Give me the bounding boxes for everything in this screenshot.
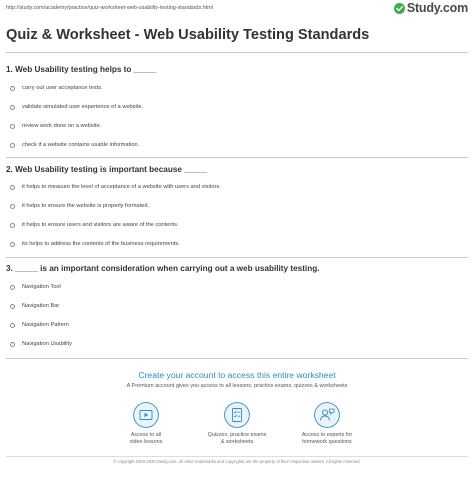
feature-experts bbox=[282, 402, 372, 446]
question-3-option-1[interactable] bbox=[6, 282, 61, 292]
question-2-option-3[interactable] bbox=[6, 220, 179, 230]
option-label: its helps to address the contents of the business requirements. bbox=[22, 241, 180, 247]
option-label: carry out user acceptance tests. bbox=[22, 85, 103, 91]
question-3 bbox=[6, 263, 468, 353]
feature-label: Access to experts for homework questions bbox=[301, 432, 353, 445]
question-3-option-2[interactable] bbox=[6, 301, 59, 311]
feature-label: Quizzes, practice exams & worksheets bbox=[207, 432, 267, 445]
question-1-option-2[interactable] bbox=[6, 102, 143, 112]
option-label: review work done on a website. bbox=[22, 123, 102, 129]
option-label: Navigation Tool bbox=[22, 284, 61, 290]
question-1-option-1[interactable] bbox=[6, 83, 103, 93]
feature-quizzes-worksheets bbox=[192, 402, 282, 446]
question-3-text: 3. _____ is an important consideration when carrying out a web usability testing. bbox=[6, 264, 320, 273]
radio-button[interactable] bbox=[10, 105, 15, 110]
option-label: Navigation Usability bbox=[22, 341, 72, 347]
radio-button[interactable] bbox=[10, 204, 15, 209]
question-2-option-2[interactable] bbox=[6, 201, 149, 211]
premium-features bbox=[0, 402, 474, 462]
radio-button[interactable] bbox=[10, 285, 15, 290]
divider bbox=[6, 52, 468, 53]
feature-video-lessons bbox=[101, 402, 191, 446]
page-url: http://study.com/academy/practice/quiz-worksheet-web-usability-testing-standards.html bbox=[6, 5, 213, 11]
expert-chat-icon bbox=[314, 402, 340, 428]
question-1 bbox=[6, 64, 468, 154]
radio-button[interactable] bbox=[10, 124, 15, 129]
radio-button[interactable] bbox=[10, 223, 15, 228]
divider bbox=[6, 456, 468, 457]
option-label: it helps to ensure users and visitors are aware of the contents. bbox=[22, 222, 179, 228]
video-play-icon bbox=[133, 402, 159, 428]
study-logo-text: Study.com bbox=[406, 1, 468, 15]
option-label: Navigation Pattern bbox=[22, 322, 69, 328]
premium-cta bbox=[0, 370, 474, 389]
radio-button[interactable] bbox=[10, 242, 15, 247]
radio-button[interactable] bbox=[10, 342, 15, 347]
option-label: it helps to measure the level of acceptance of a website with users and visitors. bbox=[22, 184, 221, 190]
cta-subtitle: A Premium account gives you access to all lessons, practice exams, quizzes & worksheets bbox=[126, 383, 348, 389]
option-label: Navigation Bar bbox=[22, 303, 60, 309]
question-1-option-4[interactable] bbox=[6, 140, 139, 150]
study-logo[interactable] bbox=[394, 1, 468, 15]
study-logo-icon bbox=[394, 3, 405, 14]
option-label: check if a website contains usable information. bbox=[22, 142, 140, 148]
question-2 bbox=[6, 164, 468, 254]
option-label: it helps to ensure the website is properly formated. bbox=[22, 203, 150, 209]
create-account-link[interactable]: Create your account to access this entire worksheet bbox=[138, 370, 336, 380]
question-3-option-4[interactable] bbox=[6, 339, 72, 349]
page-title: Quiz & Worksheet - Web Usability Testing Standards bbox=[6, 27, 370, 43]
copyright-footer: © copyright 2003-2020 Study.com. All other trademarks and copyrights are the property of their respective owners. All rights reserved. bbox=[113, 459, 361, 464]
radio-button[interactable] bbox=[10, 323, 15, 328]
radio-button[interactable] bbox=[10, 86, 15, 91]
question-3-option-3[interactable] bbox=[6, 320, 69, 330]
question-1-text: 1. Web Usability testing helps to _____ bbox=[6, 65, 157, 74]
quiz-checklist-icon bbox=[224, 402, 250, 428]
divider bbox=[6, 157, 468, 158]
divider bbox=[6, 358, 468, 359]
radio-button[interactable] bbox=[10, 143, 15, 148]
feature-label: Access to all video lessons bbox=[129, 432, 163, 445]
radio-button[interactable] bbox=[10, 185, 15, 190]
radio-button[interactable] bbox=[10, 304, 15, 309]
question-2-option-4[interactable] bbox=[6, 239, 180, 249]
divider bbox=[6, 257, 468, 258]
top-bar bbox=[0, 0, 474, 16]
question-2-option-1[interactable] bbox=[6, 182, 221, 192]
option-label: validate simulated user experience of a website. bbox=[22, 104, 144, 110]
question-1-option-3[interactable] bbox=[6, 121, 101, 131]
question-2-text: 2. Web Usability testing is important because _____ bbox=[6, 165, 207, 174]
